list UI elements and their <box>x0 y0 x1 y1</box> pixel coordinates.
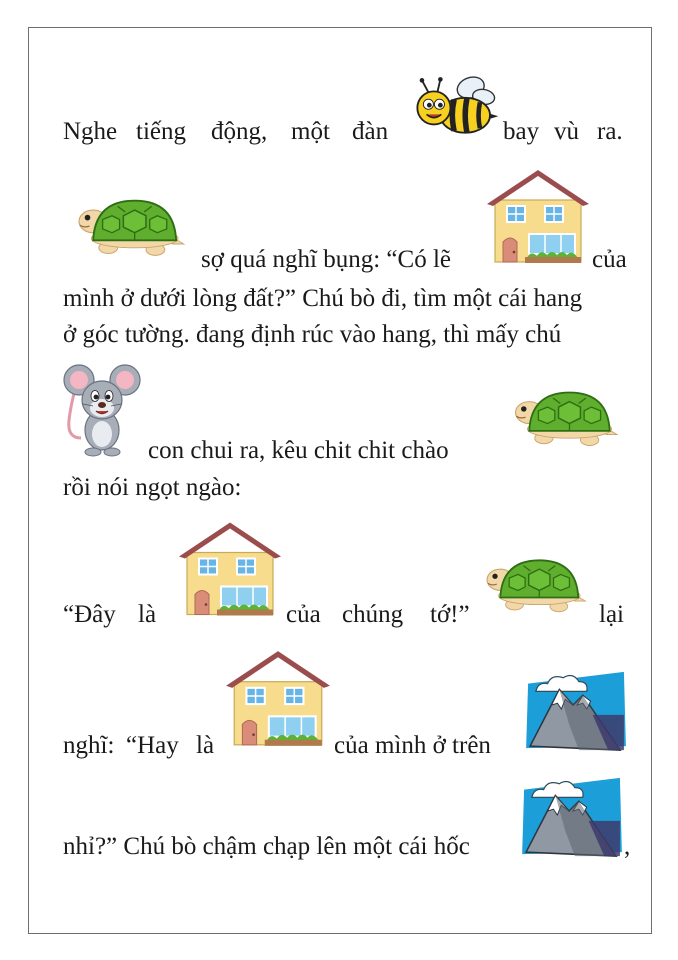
house-icon <box>222 643 334 753</box>
story-word: bay <box>503 118 540 145</box>
story-word: , <box>624 833 631 860</box>
story-word: ra. <box>597 118 623 145</box>
story-word: vù <box>554 118 579 145</box>
house-icon <box>175 515 285 622</box>
story-word: nghĩ: <box>63 732 115 759</box>
turtle-icon <box>70 195 188 261</box>
story-word: của <box>592 246 627 273</box>
story-text: mình ở dưới lòng đất?” Chú bò đi, tìm một cái hang <box>63 285 583 312</box>
story-word: đàn <box>352 118 389 145</box>
story-text: sợ quá nghĩ bụng: “Có lẽ <box>201 246 451 273</box>
story-word: tớ!” <box>430 601 470 628</box>
story-text: nhỉ?” Chú bò chậm chạp lên một cái hốc <box>63 833 470 860</box>
story-text: rồi nói ngọt ngào: <box>63 474 242 501</box>
story-word: là <box>196 732 215 759</box>
story-word: Nghe <box>63 118 118 145</box>
story-word: “Đây <box>63 601 116 628</box>
story-word: “Hay <box>126 732 179 759</box>
story-word: lại <box>599 601 624 628</box>
mountain-icon <box>516 772 631 860</box>
story-word: là <box>138 601 157 628</box>
story-text: ở góc tường. đang định rúc vào hang, thì mấy chú <box>63 321 562 348</box>
story-text: con chui ra, kêu chit chit chào <box>148 437 449 464</box>
story-word: một <box>291 118 330 145</box>
story-word: tiếng <box>136 118 186 145</box>
house-icon <box>483 164 593 268</box>
story-word: của <box>286 601 321 628</box>
story-text: của mình ở trên <box>334 732 491 759</box>
turtle-icon <box>478 555 590 617</box>
story-word: chúng <box>342 601 404 628</box>
bee-icon <box>410 73 502 141</box>
story-word: động, <box>211 118 268 145</box>
mountain-icon <box>520 666 632 754</box>
turtle-icon <box>505 387 623 451</box>
mouse-icon <box>62 360 144 460</box>
